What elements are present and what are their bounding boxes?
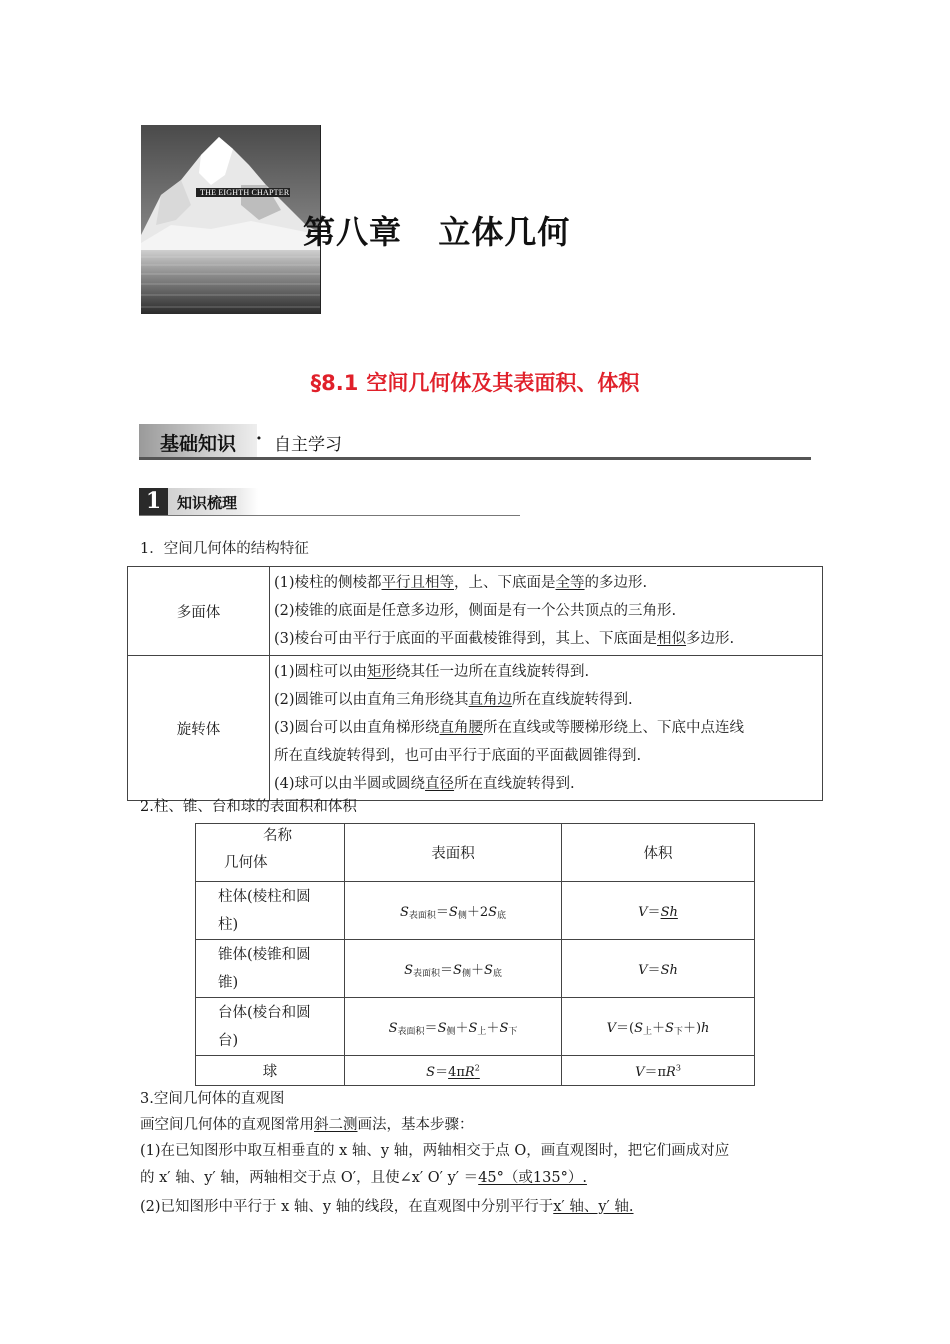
solid-name bbox=[196, 940, 345, 998]
item3-step1-line2 bbox=[140, 1166, 587, 1187]
underlined-answer: 矩形 bbox=[367, 664, 397, 680]
volume-formula: $V=(S_上+S_下+)h$ bbox=[562, 998, 755, 1056]
table-header-row bbox=[196, 824, 755, 882]
description-cell bbox=[270, 567, 823, 656]
item1-heading: 1．空间几何体的结构特征 bbox=[140, 541, 309, 557]
header-name: 名称 bbox=[263, 828, 292, 844]
solid-name-line: 柱) bbox=[218, 916, 239, 933]
subsection-number: 1 bbox=[139, 488, 168, 515]
chapter-banner-english bbox=[196, 187, 290, 199]
section-band bbox=[139, 424, 811, 459]
section-title bbox=[0, 367, 950, 397]
text: (4)球可以由半圆或圆绕 bbox=[274, 776, 426, 792]
surface-formula: $S_{表面积}=S_侧+S_底$ bbox=[345, 940, 562, 998]
item3-step1-line1: (1)在已知图形中取互相垂直的 x 轴、y 轴，两轴相交于点 O，画直观图时，把它们画成对应 bbox=[140, 1143, 730, 1159]
list-item bbox=[274, 658, 816, 686]
underlined-answer: 直径 bbox=[425, 776, 455, 792]
underlined-answer: 相似 bbox=[657, 631, 687, 647]
text: ，上、下底面是 bbox=[454, 575, 556, 591]
solid-name-line: 台体(棱台和圆 bbox=[218, 1004, 311, 1021]
chapter-cover-image bbox=[141, 125, 320, 314]
solid-name-line: 锥体(棱锥和圆 bbox=[218, 946, 311, 963]
text: 画空间几何体的直观图常用 bbox=[140, 1117, 314, 1133]
underlined-answer: x′ 轴、y′ 轴. bbox=[553, 1199, 634, 1215]
subsection-band bbox=[139, 488, 520, 516]
formula-table bbox=[195, 823, 755, 1086]
structure-table bbox=[127, 566, 823, 801]
solid-name bbox=[196, 998, 345, 1056]
text: 所在直线旋转得到. bbox=[512, 692, 633, 708]
text: 所在直线旋转得到，也可由平行于底面的平面截圆锥得到. bbox=[274, 748, 642, 764]
list-item bbox=[274, 742, 816, 770]
volume-formula: V＝Sh bbox=[562, 882, 755, 940]
text: 的多边形. bbox=[584, 575, 648, 591]
solid-name-line: 柱体(棱柱和圆 bbox=[218, 888, 311, 905]
list-item bbox=[274, 597, 816, 625]
text: 画法，基本步骤： bbox=[357, 1117, 474, 1133]
text: (3)棱台可由平行于底面的平面截棱锥得到，其上、下底面是 bbox=[274, 631, 658, 647]
header-solid: 几何体 bbox=[224, 855, 268, 871]
section-title-text: 空间几何体及其表面积、体积 bbox=[366, 371, 640, 395]
item2-heading: 2.柱、锥、台和球的表面积和体积 bbox=[140, 799, 357, 815]
text: 的 x′ 轴、y′ 轴，两轴相交于点 O′，且使∠x′ O′ y′ ＝ bbox=[140, 1170, 479, 1186]
table-row bbox=[128, 567, 823, 656]
table-row bbox=[196, 1056, 755, 1086]
text: 多边形. bbox=[686, 631, 735, 647]
category-cell: 多面体 bbox=[128, 567, 270, 656]
underlined-answer: 直角腰 bbox=[439, 720, 484, 736]
text: 所在直线旋转得到. bbox=[454, 776, 575, 792]
underlined-answer: 全等 bbox=[555, 575, 585, 591]
description-cell bbox=[270, 656, 823, 801]
band-label-bold: 基础知识 bbox=[160, 433, 237, 455]
section-number: §8.1 bbox=[310, 371, 359, 395]
surface-formula: $S_{表面积}=S_侧+S_上+S_下$ bbox=[345, 998, 562, 1056]
header-volume: 体积 bbox=[562, 824, 755, 882]
text: (2)棱锥的底面是任意多边形，侧面是有一个公共顶点的三角形. bbox=[274, 603, 677, 619]
list-item bbox=[274, 569, 816, 597]
list-item bbox=[274, 625, 816, 653]
underlined-answer: 45°（或135°）. bbox=[478, 1170, 587, 1186]
surface-formula: $S=4\pi R^2$ bbox=[345, 1056, 562, 1086]
underlined-answer: 斜二测 bbox=[314, 1117, 358, 1133]
solid-name bbox=[196, 882, 345, 940]
subsection-rule bbox=[139, 515, 520, 516]
table-row bbox=[128, 656, 823, 801]
header-surface: 表面积 bbox=[345, 824, 562, 882]
text: (2)圆锥可以由直角三角形绕其 bbox=[274, 692, 469, 708]
underlined-answer: 平行且相等 bbox=[381, 575, 455, 591]
text: (2)已知图形中平行于 x 轴、y 轴的线段，在直观图中分别平行于 bbox=[140, 1199, 554, 1215]
underlined-answer: 直角边 bbox=[468, 692, 513, 708]
item3-heading: 3.空间几何体的直观图 bbox=[140, 1091, 285, 1107]
chapter-banner-text: THE EIGHTH CHAPTER bbox=[196, 188, 290, 197]
text: 所在直线或等腰梯形绕上、下底中点连线 bbox=[483, 720, 745, 736]
solid-name: 球 bbox=[196, 1056, 345, 1086]
chapter-title: 第八章 立体几何 bbox=[303, 213, 571, 251]
subsection-label: 知识梳理 bbox=[177, 494, 238, 512]
solid-name-line: 台) bbox=[218, 1032, 239, 1049]
list-item bbox=[274, 714, 816, 742]
header-cell-diagonal bbox=[196, 824, 345, 882]
solid-name-line: 锥) bbox=[218, 974, 239, 991]
volume-formula: V＝Sh bbox=[562, 940, 755, 998]
surface-formula: $S_{表面积}=S_侧+2S_底$ bbox=[345, 882, 562, 940]
list-item bbox=[274, 770, 816, 798]
band-label: 自主学习 bbox=[274, 435, 342, 455]
item3-step2 bbox=[140, 1195, 634, 1216]
list-item bbox=[274, 686, 816, 714]
text: (3)圆台可以由直角梯形绕 bbox=[274, 720, 440, 736]
table-row bbox=[196, 940, 755, 998]
volume-formula: $V=\pi R^3$ bbox=[562, 1056, 755, 1086]
band-rule bbox=[139, 457, 811, 460]
item3-intro bbox=[140, 1113, 474, 1134]
band-separator: · bbox=[256, 429, 262, 449]
table-row bbox=[196, 882, 755, 940]
category-cell: 旋转体 bbox=[128, 656, 270, 801]
table-row bbox=[196, 998, 755, 1056]
text: (1)棱柱的侧棱都 bbox=[274, 575, 382, 591]
text: (1)圆柱可以由 bbox=[274, 664, 368, 680]
text: 绕其任一边所在直线旋转得到. bbox=[396, 664, 590, 680]
